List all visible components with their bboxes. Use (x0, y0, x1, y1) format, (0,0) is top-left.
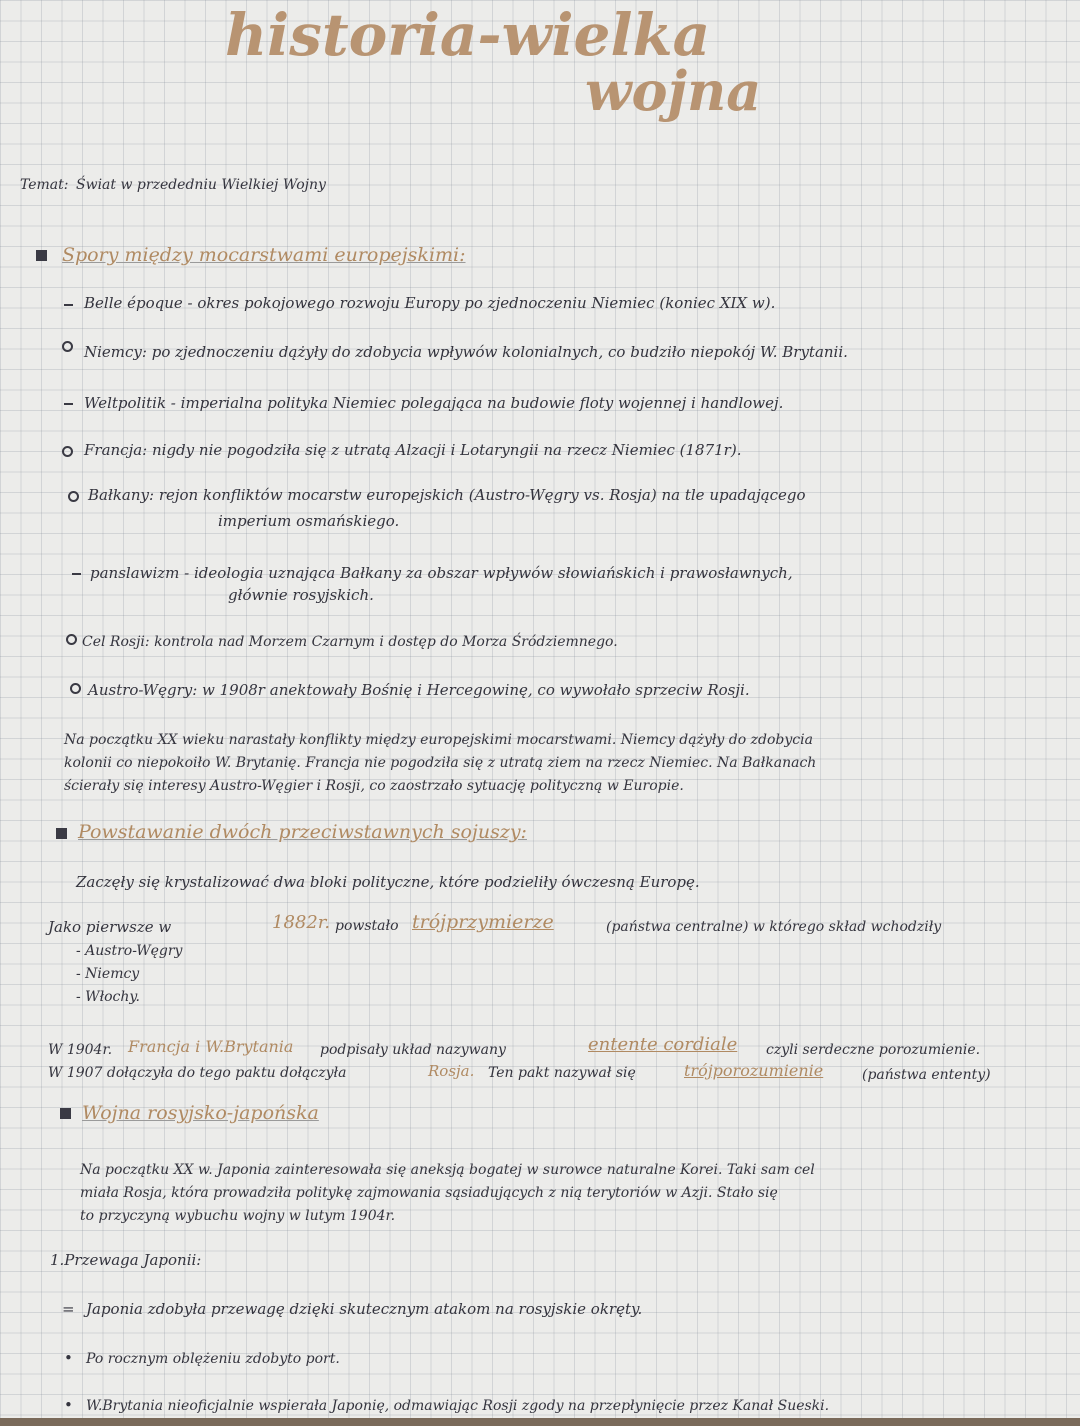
dash-bullet (64, 304, 73, 306)
list-item: Francja: nigdy nie pogodziła się z utratą Alzacji i Lotaryngii na rzecz Niemiec (1871r). (84, 441, 742, 459)
alliance-text: powstało (335, 918, 399, 934)
subheading: 1.Przewaga Japonii: (50, 1251, 202, 1269)
entente-text: (państwa ententy) (862, 1067, 991, 1083)
circle-bullet (70, 683, 81, 694)
section-bullet (60, 1108, 71, 1119)
dash-bullet (64, 403, 73, 405)
entente-countries: Francja i W.Brytania (128, 1037, 294, 1056)
page-title: historia-wielka (225, 1, 711, 69)
list-item-continuation: głównie rosyjskich. (228, 586, 374, 604)
section2-heading: Powstawanie dwóch przeciwstawnych sojuszy: (78, 821, 527, 843)
entente-text: podpisały układ nazywany (320, 1042, 506, 1058)
list-item-continuation: imperium osmańskiego. (218, 512, 400, 530)
paragraph-line: to przyczyną wybuchu wojny w lutym 1904r. (80, 1208, 396, 1224)
section1-heading: Spory między mocarstwami europejskimi: (62, 244, 466, 266)
equals-bullet: = (62, 1300, 75, 1318)
circle-bullet (68, 491, 79, 502)
summary-line: ścierały się interesy Austro-Węgier i Rosji, co zaostrzało sytuację polityczną w Europie. (64, 778, 684, 794)
circle-bullet (62, 341, 73, 352)
point-item: Po rocznym oblężeniu zdobyto port. (86, 1351, 340, 1367)
point-item: W.Brytania nieoficjalnie wspierała Japonię, odmawiając Rosji zgody na przepłynięcie przez Kanał Sueski. (86, 1398, 830, 1414)
circle-bullet (66, 634, 77, 645)
desk-edge (0, 1418, 1080, 1426)
list-item: Weltpolitik - imperialna polityka Niemiec polegająca na budowie floty wojennej i handlowej. (84, 394, 784, 412)
dot-bullet: • (64, 1396, 73, 1414)
entente-text: W 1907 dołączyła do tego paktu dołączyła (48, 1065, 347, 1081)
page-title-line2: wojna (585, 59, 762, 123)
list-item: panslawizm - ideologia uznająca Bałkany za obszar wpływów słowiańskich i prawosławnych, (90, 564, 793, 582)
member-item: - Niemcy (76, 966, 140, 982)
entente-name: trójporozumienie (684, 1061, 824, 1080)
topic-label: Temat: (20, 177, 69, 193)
point-item: Japonia zdobyła przewagę dzięki skutecznym atakom na rosyjskie okręty. (86, 1300, 643, 1318)
member-item: - Austro-Węgry (76, 943, 183, 959)
entente-text: czyli serdeczne porozumienie. (766, 1042, 981, 1058)
paragraph-line: Na początku XX w. Japonia zainteresowała się aneksją bogatej w surowce naturalne Korei. Taki sam cel (80, 1162, 815, 1178)
summary-line: kolonii co niepokoiło W. Brytanię. Francja nie pogodziła się z utratą ziem na rzecz Niemiec. Na Bałkanach (64, 755, 817, 771)
list-item: Bałkany: rejon konfliktów mocarstw europejskich (Austro-Węgry vs. Rosja) na tle upadającego (88, 486, 806, 504)
entente-country: Rosja. (428, 1062, 475, 1080)
list-item: Belle époque - okres pokojowego rozwoju Europy po zjednoczeniu Niemiec (koniec XIX w). (84, 294, 776, 312)
section-bullet (36, 250, 47, 261)
circle-bullet (62, 446, 73, 457)
entente-text: Ten pakt nazywał się (488, 1065, 636, 1081)
paragraph-line: miała Rosja, która prowadziła politykę zajmowania sąsiadujących z nią terytoriów w Azji. Stało się (80, 1185, 778, 1201)
dash-bullet (72, 573, 81, 575)
alliance-intro: Jako pierwsze w (48, 918, 172, 936)
summary-line: Na początku XX wieku narastały konflikty między europejskimi mocarstwami. Niemcy dążyły do zdobycia (64, 732, 813, 748)
alliance-year: 1882r. (272, 912, 331, 933)
entente-text: W 1904r. (48, 1042, 113, 1058)
alliance-name: trójprzymierze (412, 911, 554, 933)
section-bullet (56, 828, 67, 839)
list-item: Cel Rosji: kontrola nad Morzem Czarnym i dostęp do Morza Śródziemnego. (82, 634, 618, 650)
section3-heading: Wojna rosyjsko-japońska (82, 1102, 319, 1124)
topic-text: Świat w przededniu Wielkiej Wojny (76, 177, 326, 193)
entente-name: entente cordiale (588, 1034, 738, 1055)
member-item: - Włochy. (76, 989, 140, 1005)
alliance-text-rest: (państwa centralne) w którego skład wchodziły (606, 919, 942, 935)
dot-bullet: • (64, 1349, 73, 1367)
section2-intro: Zaczęły się krystalizować dwa bloki polityczne, które podzieliły ówczesną Europę. (76, 873, 700, 891)
list-item: Austro-Węgry: w 1908r anektowały Bośnię i Hercegowinę, co wywołało sprzeciw Rosji. (88, 681, 750, 699)
list-item: Niemcy: po zjednoczeniu dążyły do zdobycia wpływów kolonialnych, co budziło niepokój W. Brytanii. (84, 343, 848, 361)
